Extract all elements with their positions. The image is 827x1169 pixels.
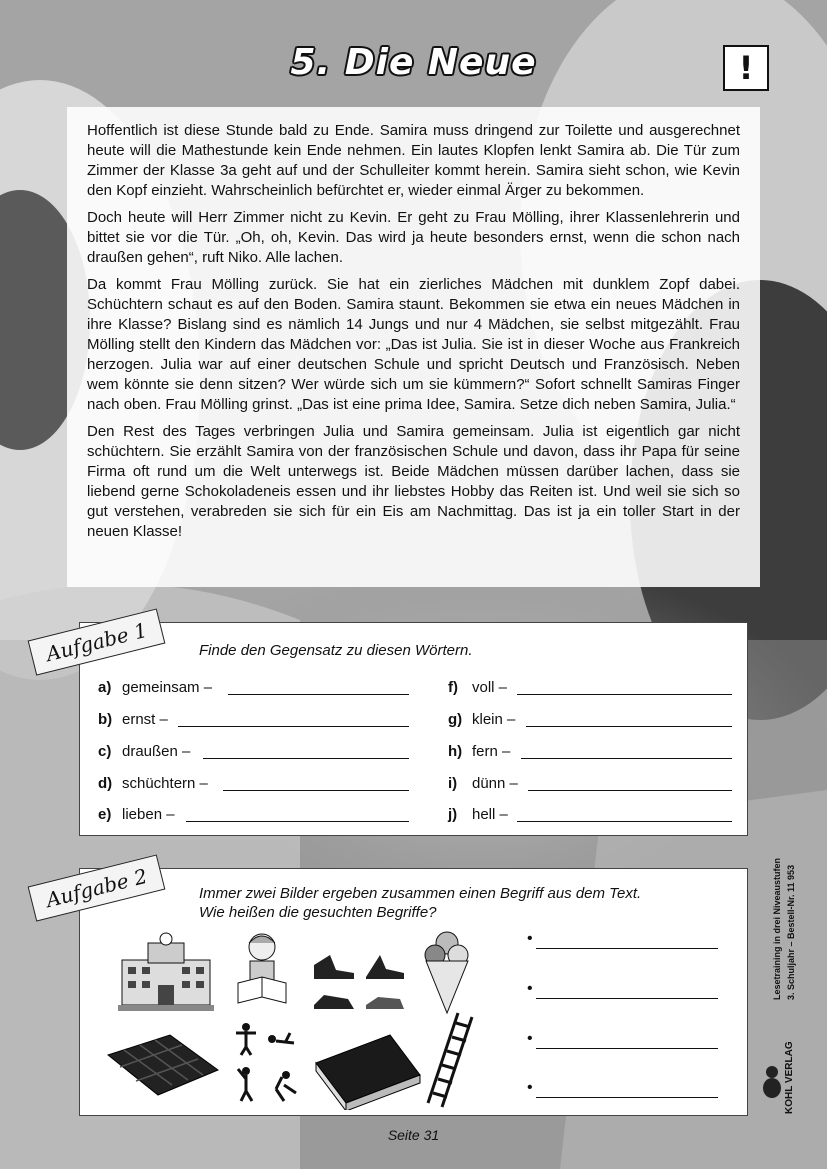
item-word: schüchtern – xyxy=(122,775,208,792)
answer-line-h[interactable] xyxy=(521,758,732,759)
item-letter: c) xyxy=(98,743,112,760)
answer-bullet: • xyxy=(527,1030,533,1047)
item-word: hell – xyxy=(472,806,508,823)
story-paragraph: Doch heute will Herr Zimmer nicht zu Kevin. Er geht zu Frau Mölling, ihrer Klassenlehrerin und bittet sie vor die Tür. „Oh, oh, Kevin. Das wird ja heute besonders ernst, wenn die schon nach draußen gehen“, ruft Niko. Alle lachen. xyxy=(87,209,740,266)
answer-line-2[interactable] xyxy=(536,998,718,999)
answer-line-d[interactable] xyxy=(223,790,409,791)
item-word: klein – xyxy=(472,711,516,728)
item-letter: e) xyxy=(98,806,112,823)
story-paragraph: Den Rest des Tages verbringen Julia und Samira gemeinsam. Julia ist eigentlich gar nicht schüchtern. Sie erzählt Samira von der französischen Schule und davon, dass ihr Papa für seine Firma oft rund um die Welt unterwegs ist. Beide Mädchen müssen darüber lachen, dass sie liebend gerne Schokoladeneis essen und ihr liebstes Hobby das Reiten ist. Und weil sie sich so gut verstehen, verabreden sie sich für ein Eis am Nachmittag. Das ist ja ein toller Start in der neuen Klasse! xyxy=(87,423,740,540)
item-word: ernst – xyxy=(122,711,168,728)
answer-bullet: • xyxy=(527,980,533,997)
task1-item-b xyxy=(98,711,168,728)
reading-girl-icon xyxy=(238,934,286,1003)
item-letter: j) xyxy=(448,806,458,823)
item-letter: h) xyxy=(448,743,463,760)
item-letter: f) xyxy=(448,679,458,696)
chocolate-bar-icon xyxy=(108,1035,218,1095)
publisher-sidebar xyxy=(752,830,822,1130)
answer-line-1[interactable] xyxy=(536,948,718,949)
task2-instruction-2: Wie heißen die gesuchten Begriffe? xyxy=(199,904,437,921)
task1-item-c xyxy=(98,743,190,760)
task1-item-f xyxy=(448,679,507,696)
item-letter: i) xyxy=(448,775,458,792)
school-building-icon xyxy=(118,933,214,1011)
item-word: draußen – xyxy=(122,743,191,760)
task2-instruction-1: Immer zwei Bilder ergeben zusammen einen Begriff aus dem Text. xyxy=(199,885,642,902)
story-text-box xyxy=(67,107,760,587)
publisher-mascot-icon xyxy=(760,1060,784,1100)
answer-line-4[interactable] xyxy=(536,1097,718,1098)
answer-bullet: • xyxy=(527,930,533,947)
picture-grid xyxy=(100,925,500,1110)
task2-label: Aufgabe 2 xyxy=(28,854,166,921)
answer-bullet: • xyxy=(527,1079,533,1096)
page-title: 5. Die Neue xyxy=(290,42,537,83)
item-letter: g) xyxy=(448,711,463,728)
task1-item-g xyxy=(448,711,515,728)
item-letter: b) xyxy=(98,711,113,728)
task1-item-j xyxy=(448,806,508,823)
order-number: 3. Schuljahr – Bestell-Nr. 11 953 xyxy=(786,864,796,1000)
item-word: lieben – xyxy=(122,806,175,823)
exclamation-marker: ! xyxy=(723,45,769,91)
ladder-icon xyxy=(428,1013,472,1107)
answer-line-b[interactable] xyxy=(178,726,409,727)
task1-item-a xyxy=(98,679,212,696)
answer-line-g[interactable] xyxy=(526,726,732,727)
item-word: gemeinsam – xyxy=(122,679,213,696)
answer-line-e[interactable] xyxy=(186,821,409,822)
item-letter: d) xyxy=(98,775,113,792)
item-word: fern – xyxy=(472,743,511,760)
answer-line-i[interactable] xyxy=(528,790,732,791)
page-number: Seite 31 xyxy=(387,1127,440,1143)
story-paragraph: Hoffentlich ist diese Stunde bald zu Ende. Samira muss dringend zur Toilette und ausgerechnet heute will die Mathestunde kein Ende nehmen. Ein lautes Klopfen lenkt Samira ab. Die Tür zum Zimmer der Klasse 3a geht auf und der Schulleiter kommt herein. Samira sieht schon, wie Kevin den Kopf einzieht. Wahrscheinlich befürchtet er, wieder einmal Ärger zu bekommen. xyxy=(87,122,740,199)
story-paragraph: Da kommt Frau Mölling zurück. Sie hat ein zierliches Mädchen mit dunklem Zopf dabei. Schüchtern schaut es auf den Boden. Samira staunt. Bekommen sie etwa ein neues Mädchen in ihre Klasse? Bislang sind es nämlich 14 Jungs und nur 4 Mädchen, sie selbst mitgezählt. Frau Mölling stellt den Kindern das Mädchen vor: „Das ist Julia. Sie ist in dieser Woche aus Frankreich herzogen. Julia war auf einer deutschen Schule und spricht Deutsch und Französisch. Neben wem könnte sie denn sitzen? Wer würde sich um sie kümmern?“ Sofort schnellt Samiras Finger nach oben. Frau Mölling grinst. „Das ist eine prima Idee, Samira. Setze dich neben Samira, Julia.“ xyxy=(87,276,740,413)
task1-item-d xyxy=(98,775,208,792)
answer-line-3[interactable] xyxy=(536,1048,718,1049)
answer-line-a[interactable] xyxy=(228,694,409,695)
task1-label: Aufgabe 1 xyxy=(28,608,166,675)
item-word: dünn – xyxy=(472,775,518,792)
task1-instruction: Finde den Gegensatz zu diesen Wörtern. xyxy=(199,642,473,659)
task1-item-h xyxy=(448,743,510,760)
exercising-figures-icon xyxy=(236,1023,296,1101)
book-icon xyxy=(316,1035,420,1110)
series-title: Lesetraining in drei Niveaustufen xyxy=(772,857,782,1000)
publisher-logo: KOHL VERLAG xyxy=(784,1041,795,1114)
answer-line-c[interactable] xyxy=(203,758,409,759)
answer-line-j[interactable] xyxy=(517,821,732,822)
task1-item-i xyxy=(448,775,518,792)
ice-cream-icon xyxy=(425,932,468,1013)
item-letter: a) xyxy=(98,679,112,696)
task1-item-e xyxy=(98,806,175,823)
item-word: voll – xyxy=(472,679,508,696)
shoes-icon xyxy=(314,955,404,1009)
answer-line-f[interactable] xyxy=(517,694,732,695)
